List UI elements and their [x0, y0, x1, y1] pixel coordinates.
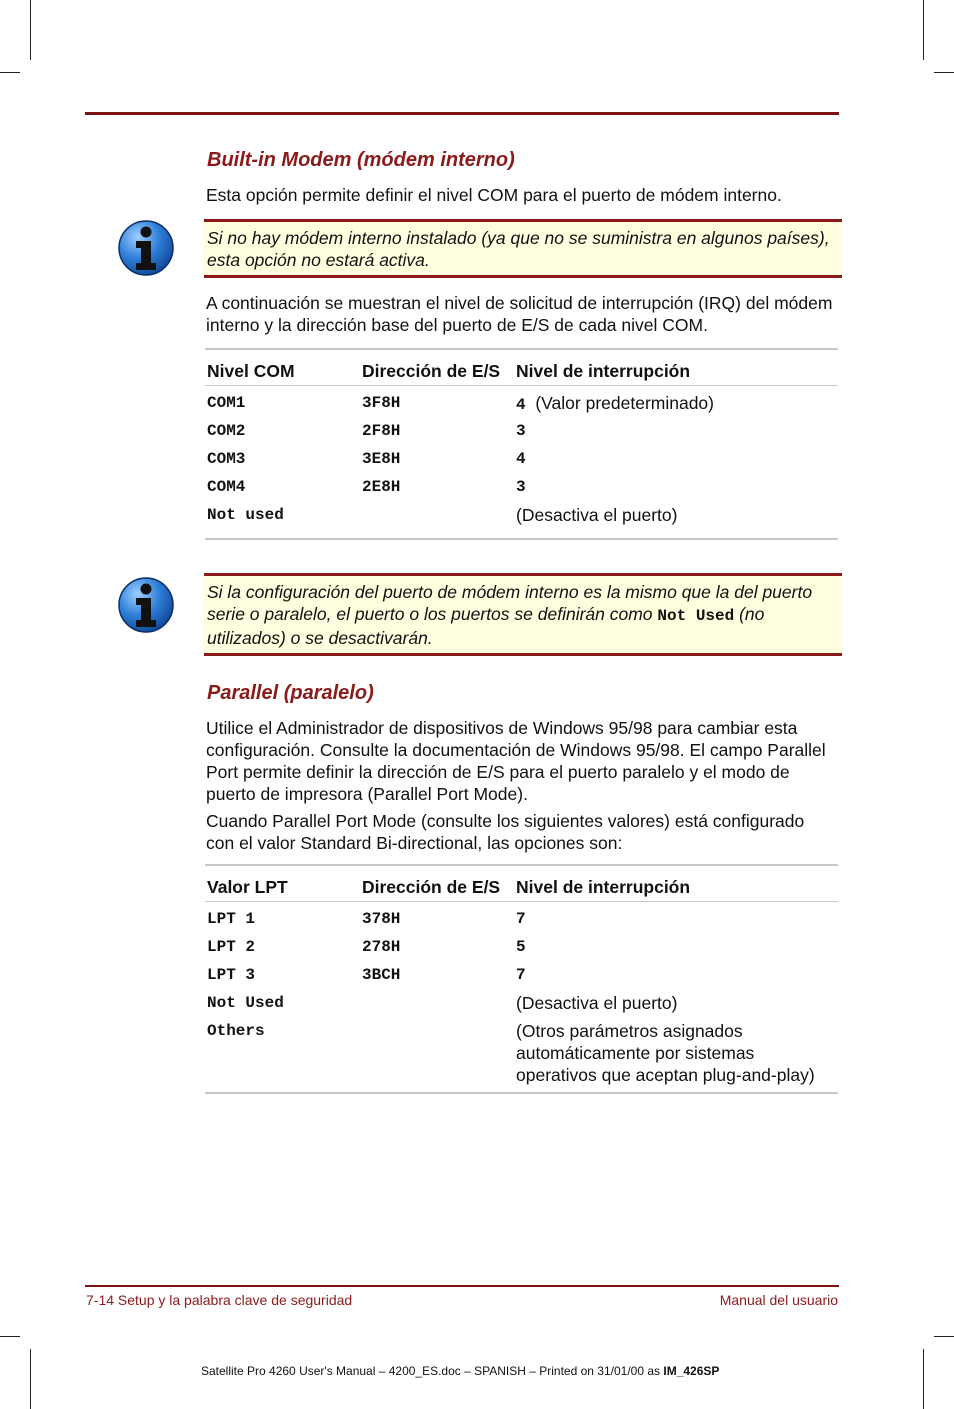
crop-mark	[0, 1336, 20, 1337]
modem-description: A continuación se muestran el nivel de solicitud de interrupción (IRQ) del módem interno y la dirección base del puerto de E/S de cada nivel COM.	[206, 293, 833, 335]
parallel-section-title: Parallel (paralelo)	[207, 682, 374, 704]
table-header: Nivel COM	[207, 361, 295, 381]
modem-intro: Esta opción permite definir el nivel COM para el puerto de módem interno.	[206, 185, 782, 205]
crop-mark	[0, 72, 20, 73]
crop-mark	[30, 1349, 31, 1409]
header-rule	[85, 112, 839, 115]
footer-left: 7-14 Setup y la palabra clave de seguridad	[86, 1292, 353, 1308]
table-header: Nivel de interrupción	[516, 877, 691, 897]
info-icon	[117, 576, 175, 634]
table-header: Dirección de E/S	[362, 361, 501, 381]
table-row: Others (Otros parámetros asignados automáticamente por sistemas operativos que aceptan plug-and-play)	[205, 1020, 838, 1093]
table-row: LPT 3 3BCH 7	[207, 966, 526, 984]
table-row: COM2 2F8H 3	[207, 422, 526, 440]
crop-mark	[934, 72, 954, 73]
footer-right: Manual del usuario	[719, 1292, 838, 1308]
table-row: COM4 2E8H 3	[207, 478, 526, 496]
modem-section-title: Built-in Modem (módem interno)	[207, 149, 515, 171]
print-line: Satellite Pro 4260 User's Manual – 4200_ES.doc – SPANISH – Printed on 31/01/00 as IM_426SP	[201, 1364, 720, 1378]
table-row: Not used (Desactiva el puerto)	[205, 504, 838, 539]
modem-note: Si no hay módem interno instalado (ya que no se suministra en algunos países), esta opción no estará activa.	[204, 219, 842, 278]
crop-mark	[30, 0, 31, 60]
lpt-table	[205, 864, 838, 1094]
table-header: Nivel de interrupción	[516, 361, 691, 381]
table-row: Not Used (Desactiva el puerto)	[207, 993, 678, 1013]
table-row: COM1 3F8H 4 (Valor predeterminado)	[207, 393, 714, 414]
table-row: LPT 2 278H 5	[207, 938, 526, 956]
crop-mark	[934, 1336, 954, 1337]
table-header: Dirección de E/S	[362, 877, 501, 897]
port-conflict-note: Si la configuración del puerto de módem interno es la mismo que la del puerto serie o paralelo, el puerto o los puertos se definirán como Not Used (no utilizados) o se desactivarán.	[204, 573, 842, 656]
info-icon	[117, 219, 175, 277]
crop-mark	[923, 0, 924, 60]
table-row: LPT 1 378H 7	[207, 910, 526, 928]
table-header: Valor LPT	[207, 877, 288, 897]
crop-mark	[923, 1349, 924, 1409]
footer-rule	[85, 1285, 839, 1287]
com-table	[205, 348, 838, 540]
table-row: COM3 3E8H 4	[207, 450, 526, 468]
parallel-description: Utilice el Administrador de dispositivos de Windows 95/98 para cambiar esta configuración. Consulte la documentación de Windows 95/98. El campo Parallel Port permite definir la dirección de E/S para el puerto paralelo y el modo de puerto de impresora (Parallel Port Mode). Cuando Parallel Port Mode (consulte los siguientes valores) está configurado con el valor Standard Bi-directional, las opciones son:	[206, 718, 826, 853]
